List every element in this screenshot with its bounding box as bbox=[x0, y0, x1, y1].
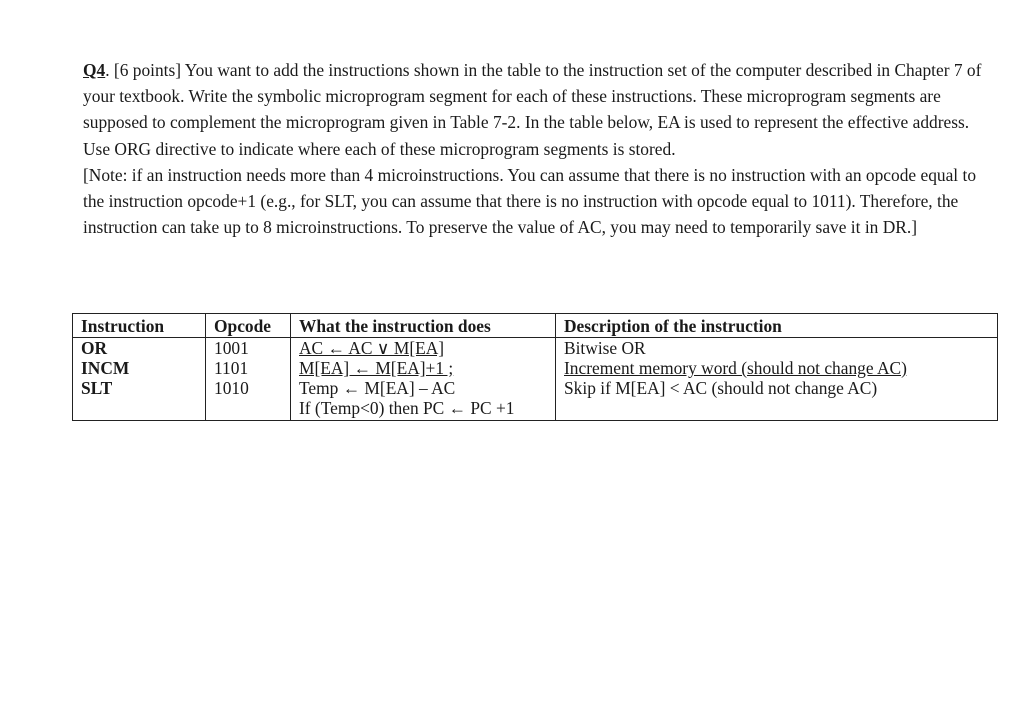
operation-line-2: If (Temp<0) then PC ← PC +1 bbox=[299, 398, 515, 418]
description: Bitwise OR bbox=[556, 338, 998, 359]
table-row bbox=[73, 378, 998, 421]
header-description: Description of the instruction bbox=[556, 314, 998, 338]
operation-text: AC ← AC ∨ M[EA] bbox=[299, 338, 445, 358]
question-intro-text: . [6 points] You want to add the instructions shown in the table to the instruction set of the computer described in Chapter 7 of your textbook. Write the symbolic microprogram segment for each of these instructions. These microprogram segments are supposed to complement the microprogram given in Table 7-2. In the table below, EA is used to represent the effective address. Use ORG directive to indicate where each of these microprogram segments is stored. bbox=[83, 60, 982, 159]
header-opcode: Opcode bbox=[206, 314, 291, 338]
instruction-name: SLT bbox=[73, 378, 206, 421]
instruction-name: INCM bbox=[73, 358, 206, 378]
description bbox=[556, 358, 998, 378]
table-header-row bbox=[73, 314, 998, 338]
table-row bbox=[73, 338, 998, 359]
question-text bbox=[83, 57, 988, 240]
header-what-it-does: What the instruction does bbox=[291, 314, 556, 338]
operation bbox=[291, 358, 556, 378]
description-text: Increment memory word (should not change AC) bbox=[564, 358, 907, 378]
header-instruction: Instruction bbox=[73, 314, 206, 338]
description: Skip if M[EA] < AC (should not change AC) bbox=[556, 378, 998, 421]
question-number: Q4 bbox=[83, 60, 106, 80]
operation-line-1: Temp ← M[EA] – AC bbox=[299, 378, 456, 398]
opcode: 1010 bbox=[206, 378, 291, 421]
instruction-name: OR bbox=[73, 338, 206, 359]
instruction-table bbox=[72, 313, 998, 421]
question-note: [Note: if an instruction needs more than 4 microinstructions. You can assume that there is no instruction with an opcode equal to the instruction opcode+1 (e.g., for SLT, you can assume that there is no instruction with opcode equal to 1011). Therefore, the instruction can take up to 8 microinstructions. To preserve the value of AC, you may need to temporarily save it in DR.] bbox=[83, 164, 977, 238]
question-intro bbox=[83, 57, 988, 162]
table-row bbox=[73, 358, 998, 378]
operation-text: M[EA] ← M[EA]+1 ; bbox=[299, 358, 454, 378]
opcode: 1101 bbox=[206, 358, 291, 378]
opcode: 1001 bbox=[206, 338, 291, 359]
operation bbox=[291, 338, 556, 359]
operation bbox=[291, 378, 556, 421]
